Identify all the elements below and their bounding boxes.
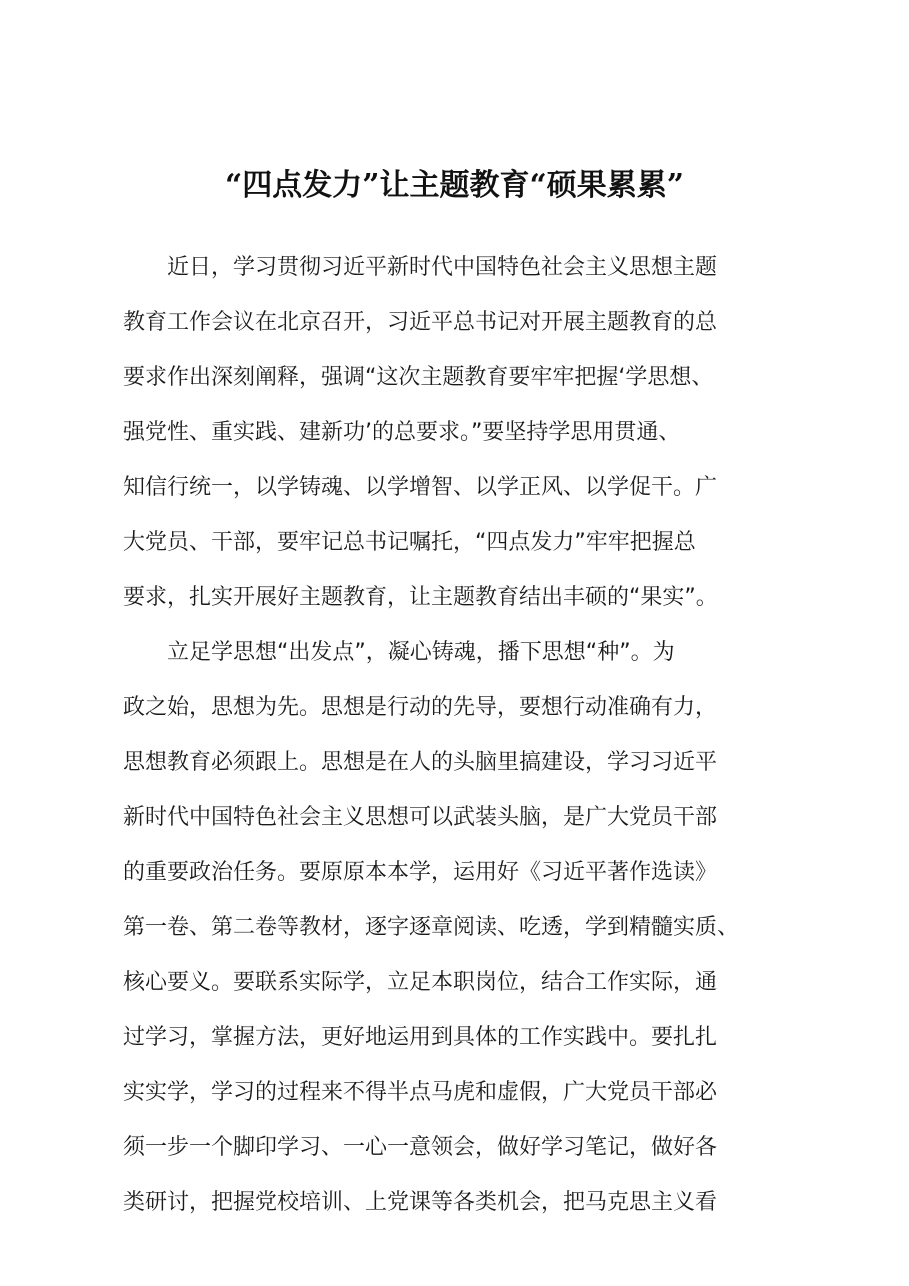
body-line: 立足学思想“出发点”，凝心铸魂，播下思想“种”。为 [123,640,675,665]
body-line: 须一步一个脚印学习、一心一意领会，做好学习笔记，做好各 [123,1135,718,1160]
body-line: 近日，学习贯彻习近平新时代中国特色社会主义思想主题 [123,255,718,280]
body-line: 过学习，掌握方法，更好地运用到具体的工作实践中。要扎扎 [123,1025,718,1050]
body-line: 强党性、重实践、建新功’的总要求。”要坚持学思用贯通、 [123,420,681,445]
body-line: 要求作出深刻阐释，强调“这次主题教育要牢牢把握‘学思想、 [123,365,714,390]
document-title: “四点发力”让主题教育“硕果累累” [224,168,685,203]
body-line: 实实学，学习的过程来不得半点马虎和虚假，广大党员干部必 [123,1080,718,1105]
body-line: 新时代中国特色社会主义思想可以武装头脑，是广大党员干部 [123,805,718,830]
body-line: 核心要义。要联系实际学，立足本职岗位，结合工作实际，通 [123,970,718,995]
body-line: 的重要政治任务。要原原本本学，运用好《习近平著作选读》 [123,860,718,885]
body-line: 要求，扎实开展好主题教育，让主题教育结出丰硕的“果实”。 [123,585,718,610]
body-line: 类研讨，把握党校培训、上党课等各类机会，把马克思主义看 [123,1190,718,1215]
document-body [123,240,803,1230]
body-line: 政之始，思想为先。思想是行动的先导，要想行动准确有力， [123,695,718,720]
body-line: 教育工作会议在北京召开，习近平总书记对开展主题教育的总 [123,310,718,335]
body-line: 知信行统一，以学铸魂、以学增智、以学正风、以学促干。广 [123,475,718,500]
body-line: 思想教育必须跟上。思想是在人的头脑里搞建设，学习习近平 [123,750,718,775]
body-line: 大党员、干部，要牢记总书记嘱托，“四点发力”牢牢把握总 [123,530,696,555]
body-line: 第一卷、第二卷等教材，逐字逐章阅读、吃透，学到精髓实质、 [123,915,740,940]
